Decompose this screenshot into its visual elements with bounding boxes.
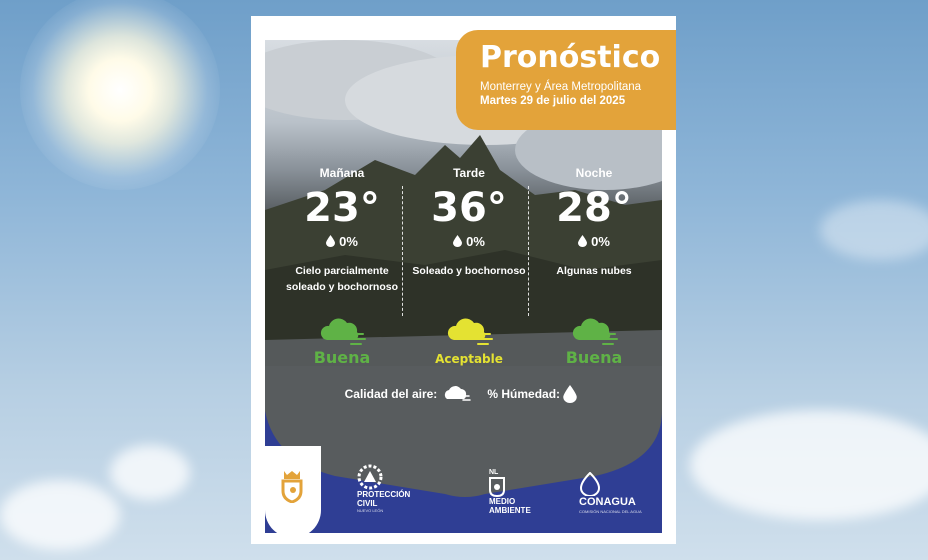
background-cloud xyxy=(110,445,190,500)
period-night xyxy=(529,166,659,279)
period-afternoon xyxy=(404,166,534,279)
temperature: 28° xyxy=(556,185,632,231)
medio-ambiente-logo: NL MEDIO AMBIENTE xyxy=(489,469,531,515)
background-cloud xyxy=(690,410,928,520)
cloud-wind-icon xyxy=(317,316,367,348)
air-quality-night xyxy=(529,316,659,367)
rain-drop-icon xyxy=(578,235,587,247)
column-divider xyxy=(528,186,529,316)
air-quality-morning xyxy=(277,316,407,367)
rain-probability: 0% xyxy=(591,234,610,249)
cloud-wind-icon xyxy=(441,384,471,404)
air-quality-label: Aceptable xyxy=(435,352,503,366)
page-title: Pronóstico xyxy=(480,40,661,75)
legend xyxy=(311,384,611,404)
description-line: Soleado y bochornoso xyxy=(412,265,526,277)
proteccion-civil-emblem-icon xyxy=(357,464,383,490)
rain-probability: 0% xyxy=(466,234,485,249)
air-quality-label: Buena xyxy=(313,348,371,367)
conagua-logo: CONAGUA COMISIÓN NACIONAL DEL AGUA xyxy=(579,472,642,514)
temperature: 23° xyxy=(304,185,380,231)
column-divider xyxy=(402,186,403,316)
water-drop-icon xyxy=(563,385,577,403)
background-cloud xyxy=(820,200,928,260)
period-label: Mañana xyxy=(319,166,365,180)
medio-ambiente-emblem-icon xyxy=(489,477,505,497)
description-line: Algunas nubes xyxy=(556,265,632,277)
description-line: soleado y bochornoso xyxy=(285,281,398,293)
rain-drop-icon xyxy=(453,235,462,247)
period-label: Tarde xyxy=(453,166,485,180)
nuevo-leon-logo-icon xyxy=(279,469,305,503)
rain-probability: 0% xyxy=(339,234,358,249)
date-label: Martes 29 de julio del 2025 xyxy=(480,95,626,107)
description-line: Cielo parcialmente xyxy=(295,265,389,277)
header-tab xyxy=(456,30,676,130)
cloud-wind-icon xyxy=(569,316,619,348)
forecast-poster xyxy=(251,16,676,544)
cloud-wind-icon xyxy=(444,316,494,348)
conagua-emblem-icon xyxy=(579,472,601,496)
air-quality-afternoon xyxy=(404,316,534,366)
air-quality-label: Buena xyxy=(565,348,623,367)
air-quality-legend-label: Calidad del aire: xyxy=(344,387,438,401)
background-cloud xyxy=(0,480,120,550)
rain-drop-icon xyxy=(326,235,335,247)
humidity-legend-label: % Húmedad: xyxy=(487,387,561,401)
period-morning xyxy=(277,166,407,295)
region-label: Monterrey y Área Metropolitana xyxy=(480,81,642,93)
sun-glare xyxy=(20,0,220,190)
proteccion-civil-logo: PROTECCIÓN CIVIL NUEVO LEÓN xyxy=(357,464,410,513)
temperature: 36° xyxy=(431,185,507,231)
period-label: Noche xyxy=(575,166,613,180)
